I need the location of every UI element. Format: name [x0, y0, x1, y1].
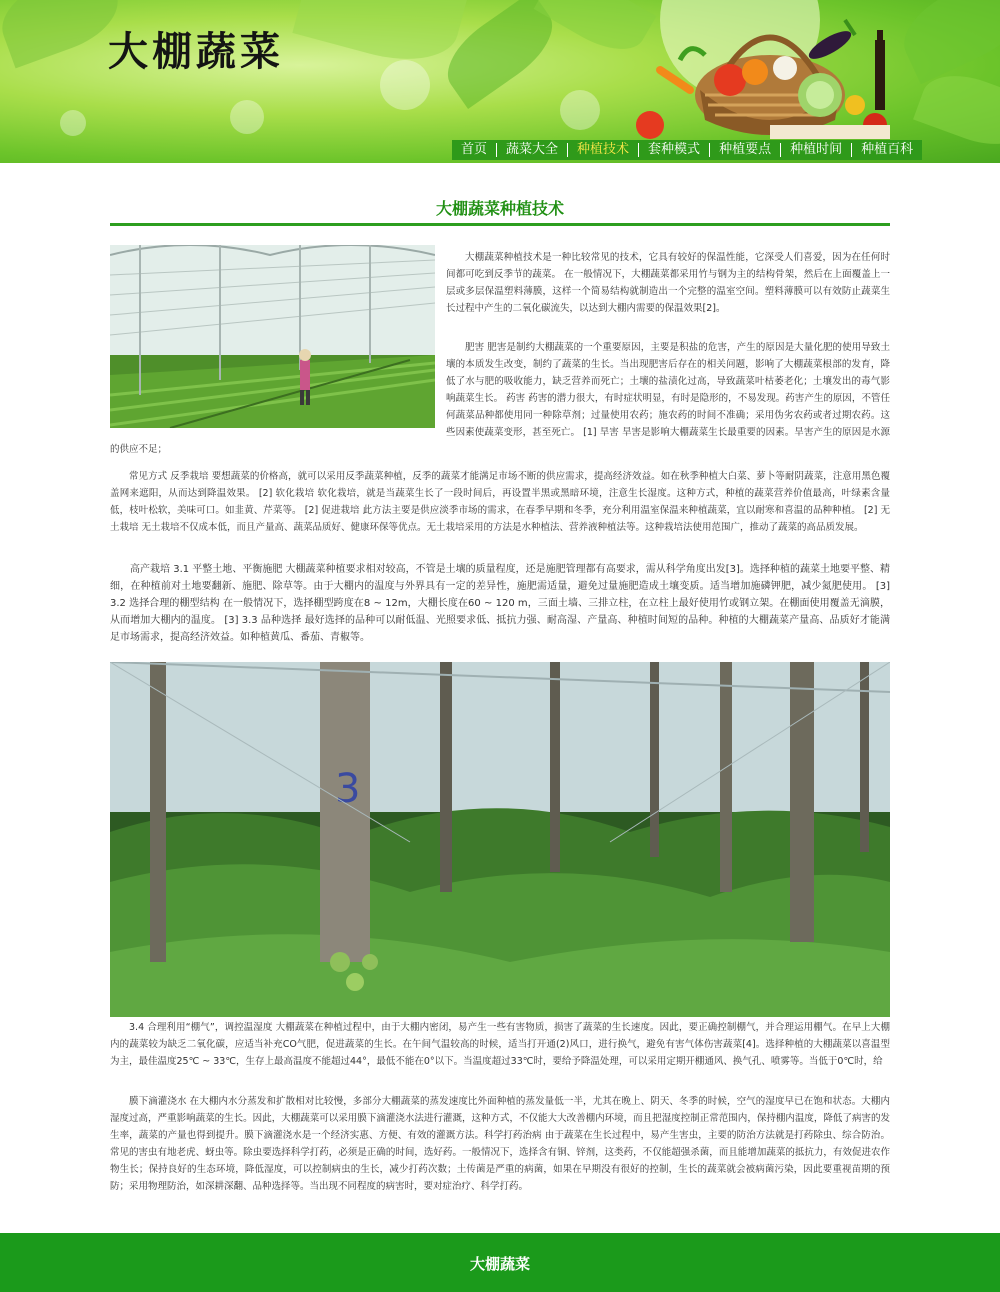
- nav-item-intercropping[interactable]: 套种模式: [648, 142, 701, 157]
- main-nav: [452, 140, 922, 160]
- nav-item-key-points[interactable]: 种植要点: [719, 142, 772, 157]
- article-paragraph-high-yield: 高产栽培 3.1 平整土地、平衡施肥 大棚蔬菜种植要求相对较高，不管是土壤的质量程度，还是施肥管理都有高要求，需从科学角度出发[3]。选择种植的蔬菜土地要平整、精细，在种植前对土地要翻新、施肥、除草等。由于大棚内的温度与外界具有一定的差异性，施肥需适量，避免过量施肥造成土壤变质。适当增加施磷钾肥，减少氮肥使用。 [3] 3.2 选择合理的棚型结构 在一般情况下，选择棚型跨度在8 ~ 12m，大棚长度在60 ~ 120 m，三面土墙、三排立柱，在立柱上最好使用竹或钢立架。在棚面使用覆盖无滴膜，从而增加大棚内的温度。 [3] 3.3 品种选择 最好选择的品种可以耐低温、光照要求低、抵抗力强、耐高湿、产量高、种植时间短的品种。种植的大棚蔬菜产量高、品质好才能满足市场需求，提高经济效益。如种植黄瓜、番茄、青椒等。: [110, 564, 890, 643]
- article-paragraph-irrigation-pests: 膜下滴灌浇水 在大棚内水分蒸发和扩散相对比较慢，多部分大棚蔬菜的蒸发速度比外面种植的蒸发量低一半，尤其在晚上、阴天、冬季的时候，空气的湿度早已在饱和状态。大棚内湿度过高，严重影响蔬菜的生长。因此，大棚蔬菜可以采用膜下滴灌浇水法进行灌溉，这种方式，不仅能大大改善棚内环境，而且把湿度控制正常范围内，保持棚内温度，降低了病害的发生率，蔬菜的产量也得到提升。膜下滴灌浇水是一个经济实惠、方便、有效的灌溉方法。科学打药治病 由于蔬菜在生长过程中，易产生害虫，主要的防治方法就是打药除虫、综合防治。常见的害虫有地老虎、蚜虫等。除虫要选择科学打药，必须是正确的时间，选好药。一般情况下，选择含有铜、锌剂，这类药，不仅能超强杀菌，而且能增加蔬菜的抵抗力，有效促进农作物生长；保持良好的生态环境，降低湿度，可以控制病虫的生长，减少打药次数；土传菌是严重的病菌，如果在早期没有很好的控制，生长的蔬菜就会被病菌污染，因此要重视苗期的预防；采用物理防治，如深耕深翻、品种选择等。当出现不同程度的病害时，要对症治疗、科学打药。: [110, 1096, 890, 1192]
- footer: [0, 1233, 1000, 1292]
- article-paragraph-hazards: 肥害 肥害是制约大棚蔬菜的一个重要原因，主要是积盐的危害，产生的原因是大量化肥的使用导致土壤的本质发生改变，制约了蔬菜的生长。当出现肥害后存在的相关问题，影响了大棚蔬菜根部的发育，降低了水与肥的吸收能力，缺乏营养而死亡；土壤的盐渍化过高，导致蔬菜叶枯萎老化；土壤发出的毒气影响蔬菜生长。 药害 药害的潜力很大，有时症状明显，有时是隐形的，不易发现。药害产生的原因，不管任何蔬菜品种都使用同一种除草剂；过量使用农药；施农药的时间不准确；采用伪劣农药或者过期农药。这些因素使蔬菜变形，甚至死亡。 [1] 旱害 旱害是影响大棚蔬菜生长最重要的因素。旱害产生的原因是水源的供应不足；: [110, 342, 890, 455]
- nav-item-encyclopedia[interactable]: 种植百科: [861, 142, 914, 157]
- nav-item-planting-tech[interactable]: 种植技术: [577, 142, 630, 157]
- header-banner: [0, 0, 1000, 163]
- footer-title: 大棚蔬菜: [469, 1255, 530, 1273]
- nav-item-vegetables[interactable]: 蔬菜大全: [506, 142, 559, 157]
- nav-item-home[interactable]: 首页: [461, 142, 488, 157]
- article-paragraph-intro: 大棚蔬菜种植技术是一种比较常见的技术，它具有较好的保温性能，它深受人们喜爱，因为在任何时间都可吃到反季节的蔬菜。 在一般情况下，大棚蔬菜都采用竹与钢为主的结构骨架，然后在上面覆盖上一层或多层保温塑料薄膜，这样一个简易结构就制造出一个完整的温室空间。塑料薄膜可以有效防止蔬菜生长过程中产生的二氧化碳流失，以达到大棚内需要的保温效果[2]。: [446, 252, 890, 314]
- article-paragraph-climate-control: 3.4 合理利用“棚气”，调控温湿度 大棚蔬菜在种植过程中，由于大棚内密闭，易产生一些有害物质，损害了蔬菜的生长速度。因此，要正确控制棚气，并合理运用棚气。在早上大棚内的蔬菜较为缺乏二氧化碳，应适当补充CO气肥，促进蔬菜的生长。在午间气温较高的时候，适当打开通(2)风口，进行换气，避免有害气体伤害蔬菜[4]。选择种植的大棚蔬菜以喜温型为主，最佳温度25℃ ~ 33℃，生存上最高温度不能超过44°，最低不能在0°以下。当温度超过33℃时，要给予降温处理，可以采用定期开棚通风、换气孔、喷雾等。当低于0℃时，给: [110, 1022, 890, 1067]
- nav-item-planting-time[interactable]: 种植时间: [790, 142, 843, 157]
- vegetable-basket-illustration: [620, 0, 910, 140]
- page-title: 大棚蔬菜种植技术: [435, 199, 564, 218]
- site-title: 大棚蔬菜: [108, 29, 284, 75]
- greenhouse-photo-tomatoes: [110, 662, 890, 1017]
- heading-divider: [110, 223, 890, 226]
- article-paragraph-methods: 常见方式 反季栽培 要想蔬菜的价格高，就可以采用反季蔬菜种植，反季的蔬菜才能满足市场不断的供应需求，提高经济效益。如在秋季种植大白菜、萝卜等耐阴蔬菜，注意用黑色覆盖网来遮阳，从而达到降温效果。 [2] 软化栽培 软化栽培，就是当蔬菜生长了一段时间后，再设置半黑或黑暗环境，注意生长湿度。这种方式，种植的蔬菜营养价值最高，叶绿素含量低，枝叶松软，美味可口。如韭黄、芹菜等。 [2] 促进栽培 此方法主要是供应淡季市场的需求，在春季早期和冬季，充分利用温室保温来种植蔬菜，宜以耐寒和喜温的品种种植。 [2] 无土栽培 无土栽培不仅成本低，而且产量高、蔬菜品质好、健康环保等优点。无土栽培采用的方法是水种植法、营养液种植法等。这种栽培法使用范围广，推动了蔬菜的高品质发展。: [110, 471, 890, 533]
- svg-text:3: 3: [335, 766, 361, 812]
